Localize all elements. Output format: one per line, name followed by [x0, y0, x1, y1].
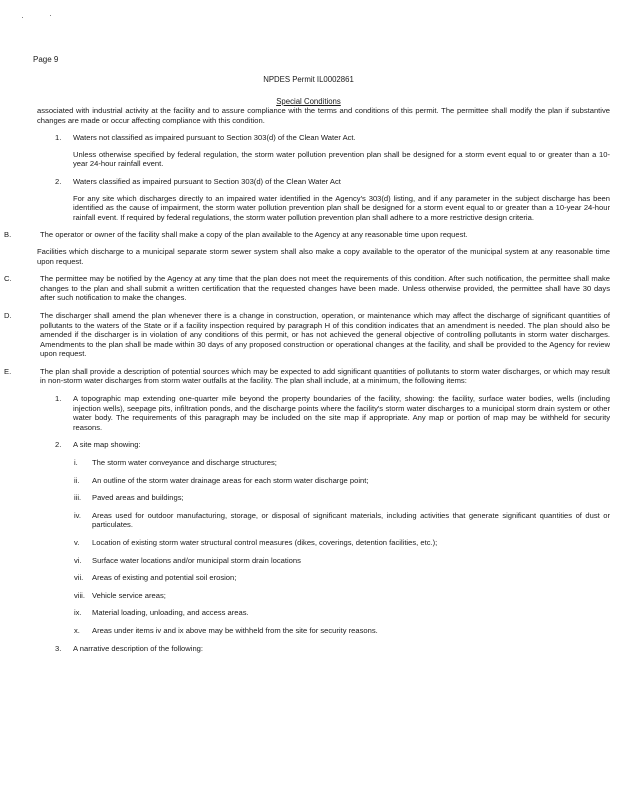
roman-label: i.: [74, 458, 78, 468]
roman-label: iii.: [74, 493, 82, 503]
roman-text: Vehicle service areas;: [92, 590, 166, 600]
permit-title: NPDES Permit IL0002861: [263, 75, 354, 84]
roman-item: [74, 573, 610, 583]
list-label: 1.: [55, 394, 62, 404]
section-label: B.: [4, 230, 12, 240]
e-subitem-1: [55, 394, 610, 432]
item2-text: For any site which discharges directly to an impaired water identified in the Agency's 303(d) listing, and if any parameter in the subject discharge has been identified as the cause of impairment, the storm water pollution prevention plan shall be designed for a storm event equal to or greater than a 10-year 24-hour rainfall event. If required by federal regulations, the storm water pollution prevention plan shall adhere to a more restrictive design criteria.: [73, 193, 610, 222]
section-c: [4, 274, 610, 303]
roman-label: vi.: [74, 555, 82, 565]
roman-label: ii.: [74, 475, 80, 485]
section-b: [4, 230, 610, 240]
roman-item: [74, 556, 610, 566]
roman-text: Areas used for outdoor manufacturing, storage, or disposal of significant materials, including activities that generate significant quantities of dust or particulates.: [92, 510, 610, 530]
roman-label: x.: [74, 625, 80, 635]
list-label: 2.: [55, 176, 62, 186]
section-text: The permittee may be notified by the Agency at any time that the plan does not meet the requirements of this condition. After such notification, the permittee shall make changes to the plan and shall submit a written certification that the requested changes have been made. Unless otherwise provided, the permittee shall have 30 days after such notification to make the changes.: [40, 274, 610, 303]
list-label: 2.: [55, 440, 62, 450]
roman-label: ix.: [74, 608, 82, 618]
roman-text: Material loading, unloading, and access areas.: [92, 608, 249, 618]
roman-text: Surface water locations and/or municipal storm drain locations: [92, 555, 301, 565]
roman-item: [74, 608, 610, 618]
roman-item: [74, 538, 610, 548]
list-label: 1.: [55, 133, 62, 143]
site-map-items: [37, 458, 610, 636]
roman-text: Paved areas and buildings;: [92, 493, 184, 503]
document-body: [4, 106, 610, 653]
section-d: [4, 310, 610, 359]
list-item-2: [55, 177, 610, 187]
roman-text: Location of existing storm water structural control measures (dikes, coverings, detention facilities, etc.);: [92, 538, 438, 547]
list-item-1: [55, 133, 610, 143]
roman-item: [74, 626, 610, 636]
roman-label: iv.: [74, 510, 82, 520]
roman-item: [74, 458, 610, 468]
section-text: The plan shall provide a description of potential sources which may be expected to add significant quantities of pollutants to storm water discharges, or which may result in non-storm water discharges from storm water outfalls at the facility. The plan shall include, at a minimum, the following items:: [40, 366, 610, 386]
e-subitem-3: [55, 644, 610, 654]
list-text: A site map showing:: [73, 440, 141, 450]
scan-specks: [20, 15, 60, 21]
section-label: E.: [4, 366, 12, 376]
page-number: Page 9: [33, 55, 59, 64]
roman-label: v.: [74, 538, 80, 547]
roman-item: [74, 493, 610, 503]
item1-text: Unless otherwise specified by federal regulation, the storm water pollution prevention plan shall be designed for a storm event equal to or greater than a 10-year 24-hour rainfall event.: [73, 149, 610, 169]
section-text: The discharger shall amend the plan whenever there is a change in construction, operation, or maintenance which may affect the discharge of significant quantities of pollutants to the waters of the State or if a facility inspection required by paragraph H of this condition indicates that an amendment is needed. The plan should also be amended if the discharger is in violation of any conditions of this permit, or has not achieved the general objective of controlling pollutants in storm water discharges. Amendments to the plan shall be made within 30 days of any proposed construction or operational changes at the facility, and shall be provided to the Agency for review upon request.: [40, 310, 610, 359]
section-text: The operator or owner of the facility shall make a copy of the plan available to the Agency at any reasonable time upon request.: [40, 230, 468, 240]
section-e: [4, 366, 610, 386]
intro-paragraph: associated with industrial activity at the facility and to assure compliance with the terms and conditions of this permit. The permittee shall modify the plan if substantive changes are made or occur affecting compliance with this condition.: [37, 106, 610, 125]
roman-item: [74, 591, 610, 601]
roman-text: An outline of the storm water drainage areas for each storm water discharge point;: [92, 475, 369, 485]
list-label: 3.: [55, 643, 62, 653]
roman-label: viii.: [74, 590, 85, 600]
roman-text: The storm water conveyance and discharge structures;: [92, 458, 277, 468]
roman-text: Areas of existing and potential soil erosion;: [92, 573, 237, 583]
list-text: A topographic map extending one-quarter mile beyond the property boundaries of the facility, showing: the facility, surface water bodies, wells (including injection wells), seepage pits, infiltration ponds, and the discharge points where the facility's storm water discharges to a municipal storm drain system or other water body. The requirements of this paragraph may be included on the site map if appropriate. Any map or portion of map may be withheld for security reasons.: [73, 394, 610, 432]
section-label: D.: [4, 310, 12, 320]
e-subitem-2: [55, 440, 610, 450]
section-title: Special Conditions: [276, 97, 341, 106]
roman-text: Areas under items iv and ix above may be withheld from the site for security reasons.: [92, 625, 378, 635]
list-text: A narrative description of the following:: [73, 643, 204, 653]
roman-label: vii.: [74, 573, 84, 583]
roman-item: [74, 476, 610, 486]
roman-item: [74, 511, 610, 530]
section-label: C.: [4, 274, 12, 284]
list-heading: Waters classified as impaired pursuant to Section 303(d) of the Clean Water Act: [73, 176, 341, 186]
section-b-text2: Facilities which discharge to a municipal separate storm sewer system shall also make a copy available to the operator of the municipal system at any reasonable time upon request.: [37, 246, 610, 266]
list-heading: Waters not classified as impaired pursuant to Section 303(d) of the Clean Water Act.: [73, 133, 356, 143]
